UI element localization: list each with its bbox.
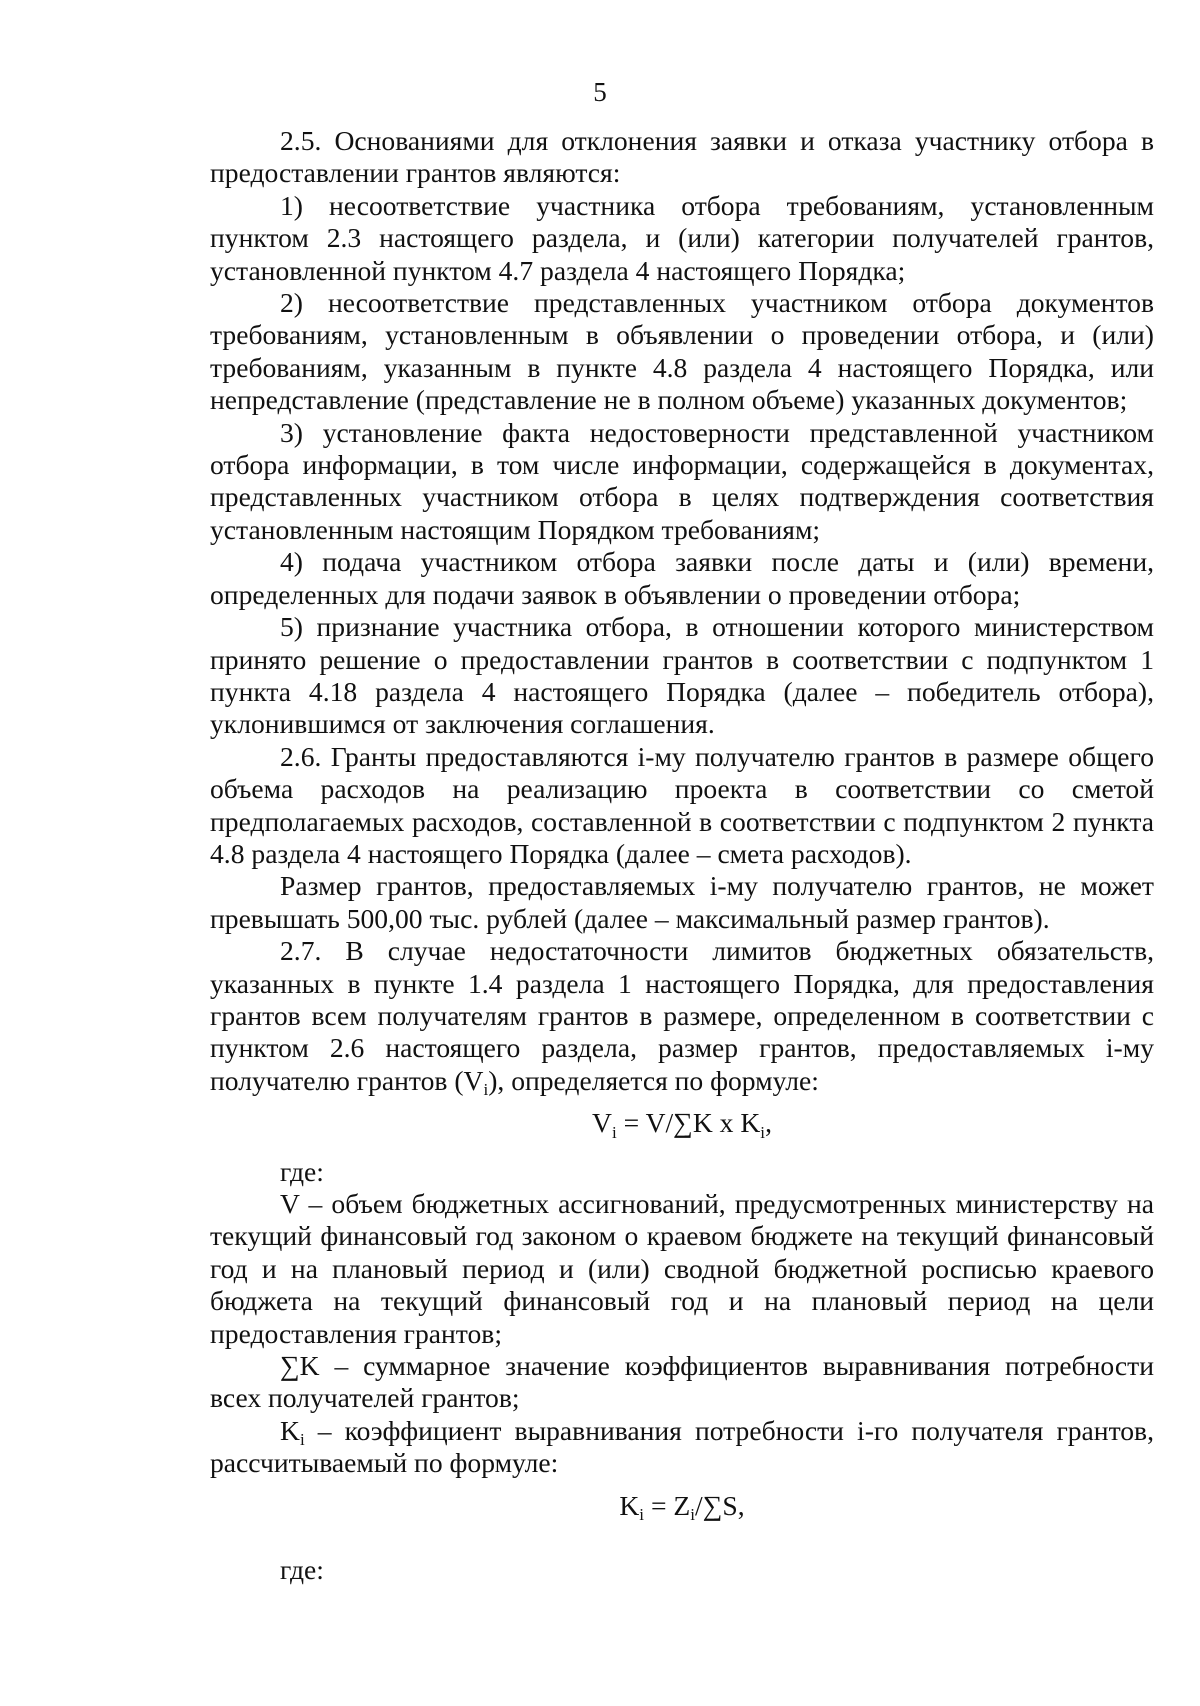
definition-ki [210, 1415, 1154, 1480]
formula-ki-rhs-sub: i [690, 1505, 696, 1525]
paragraph-2-6: 2.6. Гранты предоставляются i-му получателю грантов в размере общего объема расходов на реализацию проекта в соответствии со сметой предполагаемых расходов, составленной в соответствии с подпунктом 2 пункта 4.8 раздела 4 настоящего Порядка (далее – смета расходов). [210, 740, 1154, 869]
paragraph-2-7-tail: ), определяется по формуле: [488, 1064, 819, 1096]
definition-ki-text: – коэффициент выравнивания потребности i-го получателя грантов, рассчитываемый по формуле: [210, 1414, 1154, 1479]
page-number: 5 [593, 77, 607, 107]
formula-vi-end: , [765, 1107, 772, 1139]
document-body [210, 125, 1154, 1586]
definition-sum-k: ∑K – суммарное значение коэффициентов выравнивания потребности всех получателей грантов; [210, 1350, 1154, 1414]
definition-ki-symbol: K [280, 1414, 300, 1446]
definition-v: V – объем бюджетных ассигнований, предусмотренных министерству на текущий финансовый год законом о краевом бюджете на текущий финансовый год и на плановый период и (или) сводной бюджетной росписью краевого бюджета на текущий финансовый год и на плановый период на цели предоставления грантов; [210, 1188, 1154, 1349]
formula-vi-lhs-sub: i [611, 1122, 617, 1142]
definition-ki-sub: i [299, 1430, 305, 1450]
list-item-5: 5) признание участника отбора, в отношении которого министерством принято решение о предоставлении грантов в соответствии с подпунктом 1 пункта 4.18 раздела 4 настоящего Порядка (далее – победитель отбора), уклонившимся от заключения соглашения. [210, 611, 1154, 740]
list-item-1: 1) несоответствие участника отбора требованиям, установленным пунктом 2.3 настоящего раздела, и (или) категории получателей грантов, установленной пунктом 4.7 раздела 4 настоящего Порядка; [210, 189, 1154, 286]
where-label-1: где: [280, 1155, 324, 1187]
formula-ki [210, 1489, 1154, 1525]
formula-vi-rhs: = V/∑K x K [616, 1107, 761, 1139]
list-item-3: 3) установление факта недостоверности представленной участником отбора информации, в том числе информации, содержащейся в документах, представленных участником отбора в целях подтверждения соответствия установленным настоящим Порядком требованиям; [210, 416, 1154, 545]
paragraph-max-grant: Размер грантов, предоставляемых i-му получателю грантов, не может превышать 500,00 тыс. рублей (далее – максимальный размер грантов). [210, 870, 1154, 934]
paragraph-2-7 [210, 935, 1154, 1100]
list-item-2: 2) несоответствие представленных участником отбора документов требованиям, установленным в объявлении о проведении отбора, и (или) требованиям, указанным в пункте 4.8 раздела 4 настоящего Порядка, или непредставление (представление не в полном объеме) указанных документов; [210, 287, 1154, 416]
where-label-2: где: [280, 1554, 324, 1586]
paragraph-2-7-text: 2.7. В случае недостаточности лимитов бюджетных обязательств, указанных в пункте 1.4 раздела 1 настоящего Порядка, для предоставления грантов всем получателям грантов в размере, определенном в соответствии с пунктом 2.6 настоящего раздела, размер грантов, предоставляемых i-му получателю грантов (V [210, 935, 1154, 1096]
formula-vi-rhs-sub: i [760, 1122, 766, 1142]
paragraph-2-5: 2.5. Основаниями для отклонения заявки и отказа участнику отбора в предоставлении грантов являются: [210, 125, 1154, 189]
formula-ki-rhs: = Z [644, 1489, 691, 1521]
formula-vi [210, 1107, 1154, 1142]
formula-ki-lhs-sub: i [639, 1505, 645, 1525]
subscript-i: i [483, 1080, 489, 1100]
formula-ki-end: /∑S, [695, 1489, 745, 1521]
formula-ki-lhs: K [619, 1489, 640, 1521]
formula-vi-lhs: V [592, 1107, 612, 1139]
list-item-4: 4) подача участником отбора заявки после даты и (или) времени, определенных для подачи заявок в объявлении о проведении отбора; [210, 546, 1154, 610]
